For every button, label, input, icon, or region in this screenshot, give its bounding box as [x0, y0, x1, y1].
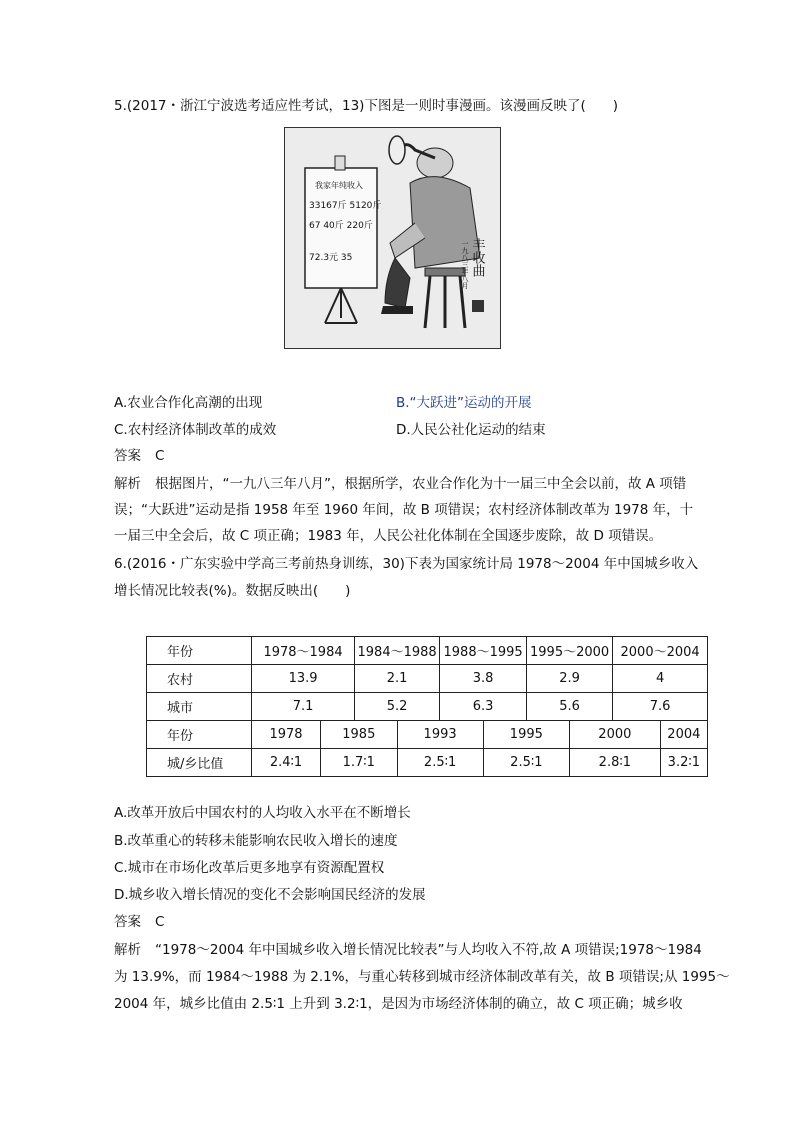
cartoon-drawing: [285, 128, 500, 348]
analysis-text: 根据图片，“一九八三年八月”，根据所学，农业合作化为十一届三中全会以前，故 A 项错: [155, 476, 687, 492]
table-row: [147, 721, 708, 749]
table-row: [147, 693, 708, 721]
question-6-stem-line-2: 增长情况比较表(%)。数据反映出( ): [114, 583, 351, 599]
answer-value: C: [155, 914, 165, 930]
table-cell: 1.7∶1: [321, 749, 398, 777]
table-row: [147, 749, 708, 777]
table-cell: 3.2∶1: [660, 749, 708, 777]
q6-analysis-line-3: 2004 年，城乡比值由 2.5∶1 上升到 3.2∶1，是因为市场经济体制的确立，故 C 项正确；城乡收: [114, 996, 683, 1012]
table-cell: 1978～1984: [252, 637, 355, 665]
table-cell: 1988～1995: [440, 637, 527, 665]
table-row: [147, 637, 708, 665]
q5-option-d: D.人民公社化运动的结束: [396, 422, 546, 438]
board-row-1: 33167斤 5120斤: [309, 201, 382, 211]
q5-option-c: C.农村经济体制改革的成效: [114, 422, 277, 438]
table-cell: 1993: [397, 721, 483, 749]
table-cell: 1978: [252, 721, 321, 749]
table-cell: 城/乡比值: [147, 749, 252, 777]
seal-stamp: [472, 300, 484, 312]
income-table: [146, 636, 708, 777]
question-5-stem: 5.(2017・浙江宁波选考适应性考试，13)下图是一则时事漫画。该漫画反映了( ): [114, 98, 618, 114]
table-cell: 3.8: [440, 665, 527, 693]
q5-analysis-line-1: [114, 474, 686, 494]
table-cell: 5.6: [527, 693, 613, 721]
cartoon-image: [284, 127, 501, 349]
q6-analysis-line-2: 为 13.9%，而 1984～1988 为 2.1%，与重心转移到城市经济体制改革有关，故 B 项错误;从 1995～: [114, 969, 730, 985]
table-cell: 2.5∶1: [397, 749, 483, 777]
q6-option-a: A.改革开放后中国农村的人均收入水平在不断增长: [114, 805, 411, 821]
table-cell: 城市: [147, 693, 252, 721]
question-6-stem-line-1: 6.(2016・广东实验中学高三考前热身训练，30)下表为国家统计局 1978～2004 年中国城乡收入: [114, 556, 699, 572]
answer-value: C: [155, 448, 165, 464]
board-title: 我家年纯收入: [315, 181, 363, 190]
q5-option-b: B.“大跃进”运动的开展: [396, 395, 532, 411]
table-cell: 1985: [321, 721, 398, 749]
q6-option-c: C.城市在市场化改革后更多地享有资源配置权: [114, 860, 385, 876]
q6-analysis-line-1: [114, 940, 702, 960]
table-cell: 年份: [147, 637, 252, 665]
board-row-3: 72.3元 35: [309, 253, 353, 263]
analysis-text: “1978～2004 年中国城乡收入增长情况比较表”与人均收入不符,故 A 项错误;1978～1984: [155, 942, 702, 958]
table-cell: 1984～1988: [355, 637, 440, 665]
table-cell: 2004: [660, 721, 708, 749]
table-row: [147, 665, 708, 693]
q5-analysis-line-2: 误；“大跃进”运动是指 1958 年至 1960 年间，故 B 项错误；农村经济体制改革为 1978 年，十: [114, 502, 694, 518]
table-cell: 13.9: [252, 665, 355, 693]
table-cell: 7.1: [252, 693, 355, 721]
table-cell: 6.3: [440, 693, 527, 721]
table-cell: 5.2: [355, 693, 440, 721]
q5-analysis-line-3: 一届三中全会后，故 C 项正确；1983 年，人民公社化体制在全国逐步废除，故 D 项错误。: [114, 528, 663, 544]
q6-option-b: B.改革重心的转移未能影响农民收入增长的速度: [114, 833, 398, 849]
q6-answer: [114, 912, 164, 932]
table-cell: 2.4∶1: [252, 749, 321, 777]
table-cell: 2.5∶1: [483, 749, 570, 777]
table-cell: 2000～2004: [613, 637, 708, 665]
table-cell: 2.8∶1: [570, 749, 661, 777]
q5-answer: [114, 446, 164, 466]
table-cell: 4: [613, 665, 708, 693]
table-cell: 2.9: [527, 665, 613, 693]
table-cell: 农村: [147, 665, 252, 693]
answer-label: 答案: [114, 914, 141, 930]
cartoon-caption: 丰收曲: [469, 238, 485, 277]
table-cell: 年份: [147, 721, 252, 749]
board-row-2: 67 40斤 220斤: [309, 221, 373, 231]
q6-option-d: D.城乡收入增长情况的变化不会影响国民经济的发展: [114, 887, 426, 903]
table-cell: 2000: [570, 721, 661, 749]
answer-label: 答案: [114, 448, 141, 464]
table-cell: 1995: [483, 721, 570, 749]
table-cell: 2.1: [355, 665, 440, 693]
analysis-label: 解析: [114, 942, 141, 958]
table-cell: 1995～2000: [527, 637, 613, 665]
q5-option-a: A.农业合作化高潮的出现: [114, 395, 263, 411]
cartoon-date: 一九八三年八月: [461, 240, 469, 289]
analysis-label: 解析: [114, 476, 141, 492]
table-cell: 7.6: [613, 693, 708, 721]
